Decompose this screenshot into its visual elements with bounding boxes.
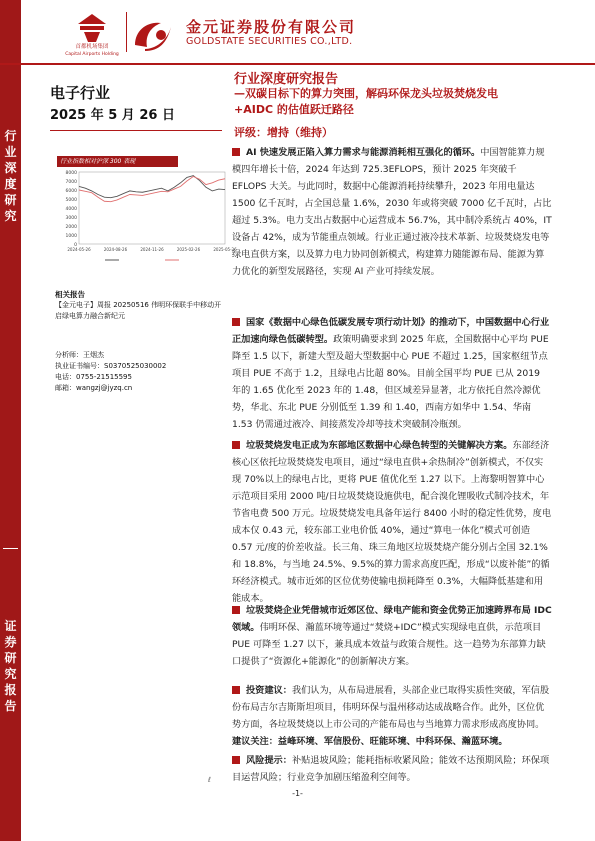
paragraph-text: 伟明环保、瀚蓝环境等通过“焚烧+IDC”模式实现绿电直供，示范项目 PUE 可降至 1.27 以下，兼具成本效益与政策合规性。这一趋势为东部算力缺口提供了“资源化+能源化”的创新解决方案。: [232, 622, 546, 667]
left-divider: [50, 130, 222, 131]
report-type: 行业深度研究报告: [234, 72, 339, 87]
paragraph-lead: 垃圾焚烧企业凭借城市近郊区位、绿电产能和资金优势正加速跨界布局 IDC 领域。: [232, 605, 552, 633]
y-tick-label: 1000: [65, 234, 77, 239]
summary-paragraph: [232, 437, 552, 607]
x-tick-label: 2025-02-26: [176, 247, 201, 252]
index-performance-chart: [57, 168, 237, 268]
paragraph-lead: 风险提示：: [246, 755, 292, 766]
analyst-info: [55, 350, 225, 394]
y-tick-label: 7000: [65, 180, 77, 185]
header-rule: [0, 63, 595, 65]
report-title-line1: —双碳目标下的算力突围，解码环保龙头垃圾焚烧发电: [234, 87, 498, 100]
report-title-line2: +AIDC 的估值跃迁路径: [234, 103, 354, 116]
y-tick-label: 6000: [65, 189, 77, 194]
sidebar-char: 证: [4, 619, 17, 633]
rating: 评级：增持（维持）: [234, 126, 333, 139]
logo1-sub-en: Capital Airports Holding: [65, 52, 119, 57]
related-report-item: 【金元电子】周报 20250516 伟明环保联手中移动开启绿电算力融合新纪元: [55, 301, 222, 320]
chart-title: 行业指数相对沪深 300 表现: [57, 156, 178, 167]
sidebar-divider: [3, 548, 18, 549]
sidebar-char: 究: [4, 667, 17, 681]
sidebar-bottom-label: [0, 618, 21, 714]
chart-frame: [79, 172, 225, 244]
y-tick-label: 0: [74, 243, 77, 248]
sidebar-top-label: [0, 128, 21, 224]
series-line-2: [79, 177, 225, 202]
summary-paragraph: [232, 314, 552, 433]
paragraph-tail: 建议关注：益峰环境、军信股份、旺能环境、中科环保、瀚蓝环境。: [232, 736, 508, 747]
paragraph-text: 中国智能算力规模四年增长十倍，2024 年达到 725.3EFLOPS，预计 2025 年突破千 EFLOPS 大关。与此同时，数据中心能源消耗持续攀升，2023 年用电量达 1500 亿千瓦时，占全国总量 1.6%，2030 年或将突破 7000 亿千瓦时，占比超过 5.3%。电力支出占数据中心运营成本 56.7%，其中制冷系统占 40%，IT 设备占 42%，成为节能重点领域。行业正通过液冷技术革新、垃圾焚烧发电等绿电直供方案，以及算力电力协同创新模式，构建算力随能源布局、能源为算力优化的新型发展路径，实现 AI 产业可持续发展。: [232, 147, 552, 277]
y-tick-label: 8000: [65, 171, 77, 176]
bullet-icon: [232, 686, 240, 694]
analyst-name: 分析师：王烟杰: [55, 351, 104, 359]
analyst-phone: 电话：0755-21515595: [55, 373, 132, 381]
sidebar-char: 究: [4, 209, 17, 223]
brand-name-cn: 金元证券股份有限公司: [186, 18, 357, 36]
sidebar-char: 券: [4, 635, 17, 649]
paragraph-text: 东部经济核心区依托垃圾焚烧发电项目，通过“绿电直供+余热制冷”创新模式，不仅实现 70%以上的绿电占比，更将 PUE 值优化至 1.27 以下。上海黎明智算中心示范项目采用 2000 吨/日垃圾焚烧设施供电，配合溴化锂吸收式制冷技术，年节省电费 500 万元。垃圾焚烧发电具备年运行 8400 小时的稳定性优势，度电成本仅 0.43 元，较东部工业电价低 40%，通过“算电一体化”模式可创造 0.57 元/度的价差收益。长三角、珠三角地区垃圾焚烧产能分别占全国 32.1%和 18.8%，与当地 24.5%、9.5%的算力需求高度匹配，形成“以废补能”的循环经济模式。城市近郊的区位优势使输电损耗降至 0.3%，大幅降低基建和用能成本。: [232, 440, 552, 604]
y-tick-label: 3000: [65, 216, 77, 221]
analyst-email[interactable]: 邮箱：wangzj@jyzq.cn: [55, 384, 133, 392]
bullet-icon: [232, 148, 240, 156]
sidebar-char: 研: [4, 651, 17, 665]
x-tick-label: 2024-08-26: [103, 247, 128, 252]
page-number: -1-: [292, 789, 303, 798]
x-tick-label: 2025-05-26: [213, 247, 237, 252]
investment-advice: [232, 682, 552, 750]
logo1-sub-cn: 首都机场集团: [75, 44, 109, 50]
bullet-icon: [232, 606, 240, 614]
sidebar-char: 行: [4, 129, 17, 143]
paragraph-text: 政策明确要求到 2025 年底，全国数据中心平均 PUE 降至 1.5 以下，新建大型及超大型数据中心 PUE 不超过 1.25，国家枢纽节点项目 PUE 不高于 1.2，且绿电占比超 80%。目前全国平均 PUE 已从 2019 年的 1.65 优化至 2023 年的 1.48，但区域差异显著，北方依托自然冷源优势，华北、东北 PUE 分别低至 1.39 和 1.40，西南方如华中 1.54、华南 1.53 仍需通过液冷、间接蒸发冷却等技术突破制冷瓶颈。: [232, 334, 549, 430]
sidebar-char: 深: [4, 161, 17, 175]
report-date: 2025 年 5 月 26 日: [50, 108, 175, 123]
y-tick-label: 5000: [65, 198, 77, 203]
header-divider: [126, 12, 127, 52]
sector-label: 电子行业: [50, 84, 111, 102]
bullet-icon: [232, 756, 240, 764]
paragraph-lead: 国家《数据中心绿色低碳发展专项行动计划》的推动下，中国数据中心行业正加速向绿色低碳转型。: [232, 317, 550, 345]
series-line-1: [79, 176, 225, 198]
y-tick-label: 4000: [65, 207, 77, 212]
sidebar-char: 告: [4, 699, 17, 713]
paragraph-text: 补贴退坡风险；能耗指标收紧风险；能效不达预期风险；环保项目运营风险；行业竞争加剧压缩盈利空间等。: [232, 755, 550, 783]
sidebar-char: 度: [4, 177, 17, 191]
sidebar-char: 研: [4, 193, 17, 207]
related-reports-title: 相关报告: [55, 290, 85, 299]
paragraph-text: 我们认为，从布局进展看，头部企业已取得实质性突破，军信股份布局吉尔吉斯斯坦项目，伟明环保与温州移动达成战略合作。此外，区位优势方面，各垃圾焚烧以上市公司的产能布局也与当地算力需求形成高度协同。: [232, 685, 550, 730]
x-tick-label: 2024-11-26: [140, 247, 164, 252]
bullet-icon: [232, 318, 240, 326]
risk-warning: [232, 752, 552, 786]
sidebar-char: 业: [4, 145, 17, 159]
brand-name-en: GOLDSTATE SECURITIES CO.,LTD.: [186, 36, 353, 47]
summary-paragraph: [232, 144, 552, 280]
sidebar-char: 报: [4, 683, 17, 697]
report-title: [234, 86, 554, 118]
paragraph-lead: 投资建议：: [246, 685, 292, 696]
goldstate-logo-icon: [131, 15, 177, 53]
bullet-icon: [232, 441, 240, 449]
summary-paragraph: [232, 602, 552, 670]
paragraph-lead: AI 快速发展正陷入算力需求与能源消耗相互强化的循环。: [246, 147, 481, 158]
sidebar-band: [0, 0, 21, 841]
paragraph-lead: 垃圾焚烧发电正成为东部地区数据中心绿色转型的关键解决方案。: [246, 440, 513, 451]
footer-mark: ℓ: [208, 776, 211, 784]
x-tick-label: 2024-05-26: [67, 247, 91, 252]
y-tick-label: 2000: [65, 225, 77, 230]
capital-airports-label: [57, 44, 127, 58]
analyst-cert: 执业证书编号：S0370525030002: [55, 362, 167, 370]
